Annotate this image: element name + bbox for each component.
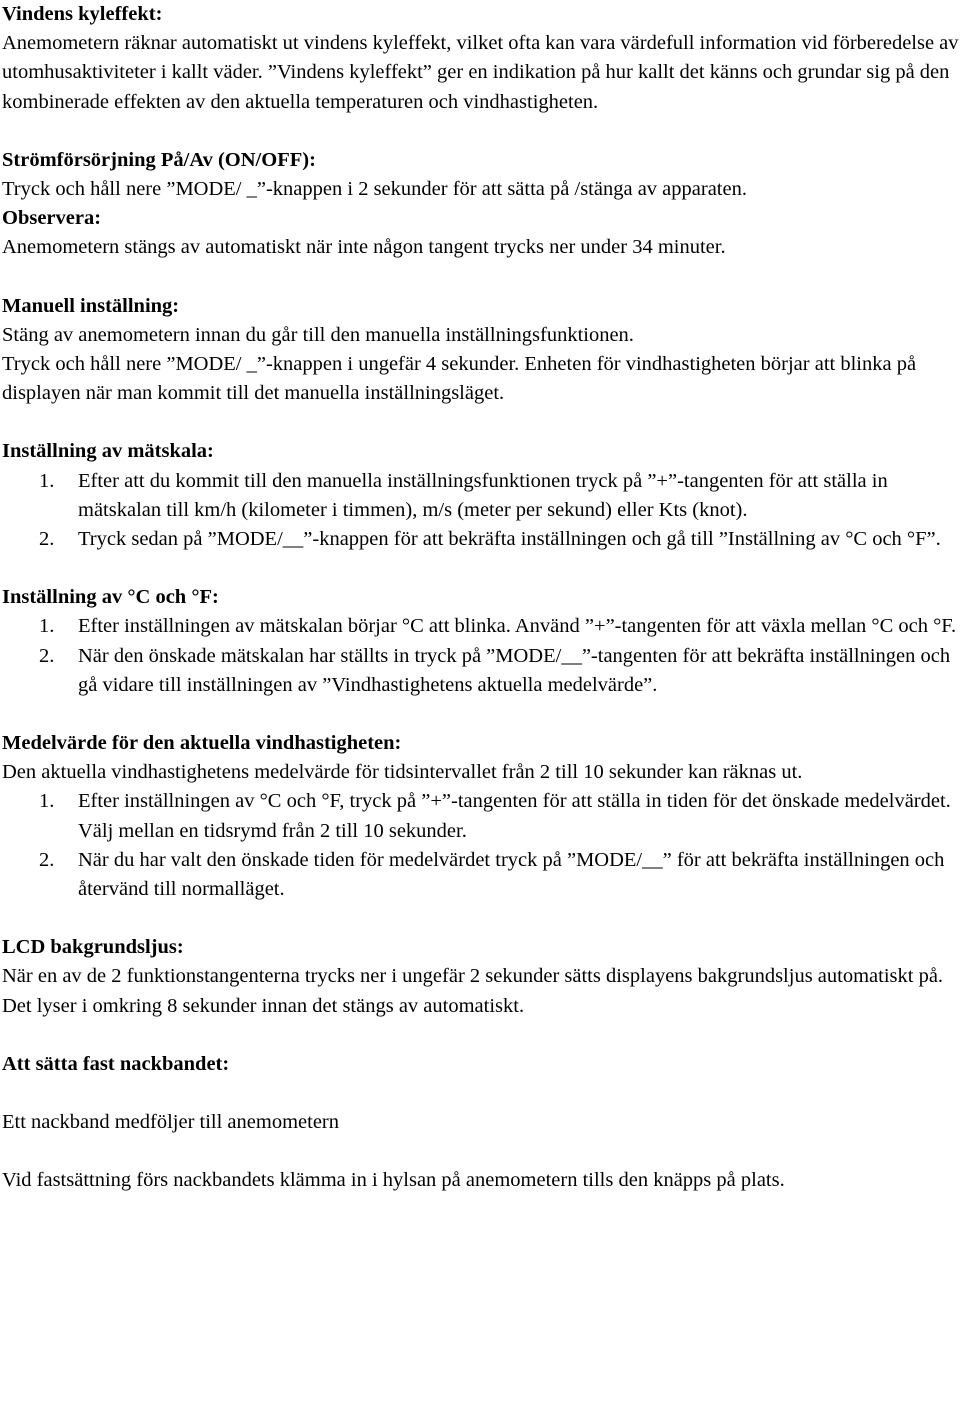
power-note-heading: Observera: <box>2 207 102 230</box>
power-body: Tryck och håll nere ”MODE/ _”-knappen i 2 sekunder för att sätta på /stänga av apparaten. <box>2 178 747 201</box>
step-number: 2. <box>39 644 55 667</box>
average-steps <box>2 787 960 904</box>
backlight-heading: LCD bakgrundsljus: <box>2 936 184 959</box>
step-text: När den önskade mätskalan har ställts in tryck på ”MODE/__”-tangenten för att bekräfta inställningen och gå vidare till inställningen av ”Vindhastighetens aktuella medelvärde”. <box>78 644 951 696</box>
scale-heading: Inställning av mätskala: <box>2 440 214 463</box>
neckband-section <box>2 1050 960 1196</box>
backlight-section <box>2 933 960 1021</box>
wind-chill-section <box>2 0 960 117</box>
temp-heading: Inställning av °C och °F: <box>2 586 219 609</box>
step-number: 1. <box>39 790 55 813</box>
temp-steps <box>2 612 960 700</box>
power-heading: Strömförsörjning På/Av (ON/OFF): <box>2 148 316 171</box>
list-item <box>2 525 960 554</box>
manual-line-2: Tryck och håll nere ”MODE/ _”-knappen i ungefär 4 sekunder. Enheten för vindhastigheten börjar att blinka på displayen när man kommit till det manuella inställningsläget. <box>2 353 917 405</box>
step-text: Tryck sedan på ”MODE/__”-knappen för att bekräfta inställningen och gå till ”Inställning av °C och °F”. <box>78 528 941 551</box>
step-number: 1. <box>39 615 55 638</box>
temp-section <box>2 583 960 700</box>
step-number: 2. <box>39 528 55 551</box>
neckband-line-1: Ett nackband medföljer till anemometern <box>2 1111 339 1134</box>
list-item <box>2 612 960 641</box>
list-item <box>2 846 960 904</box>
step-text: Efter att du kommit till den manuella inställningsfunktionen tryck på ”+”-tangenten för att ställa in mätskalan till km/h (kilometer i timmen), m/s (meter per sekund) eller Kts (knot). <box>78 469 888 521</box>
step-number: 2. <box>39 848 55 871</box>
manual-section <box>2 292 960 409</box>
manual-line-1: Stäng av anemometern innan du går till den manuella inställningsfunktionen. <box>2 323 634 346</box>
average-section <box>2 729 960 904</box>
average-heading: Medelvärde för den aktuella vindhastigheten: <box>2 732 402 755</box>
average-body: Den aktuella vindhastighetens medelvärde för tidsintervallet från 2 till 10 sekunder kan räknas ut. <box>2 761 803 784</box>
step-text: Efter inställningen av mätskalan börjar °C att blinka. Använd ”+”-tangenten för att växla mellan °C och °F. <box>78 615 957 638</box>
list-item <box>2 642 960 700</box>
wind-chill-heading: Vindens kyleffekt: <box>2 3 163 25</box>
step-number: 1. <box>39 469 55 492</box>
manual-heading: Manuell inställning: <box>2 294 180 317</box>
step-text: Efter inställningen av °C och °F, tryck på ”+”-tangenten för att ställa in tiden för det önskade medelvärdet. Välj mellan en tidsrymd från 2 till 10 sekunder. <box>78 790 951 842</box>
power-section <box>2 146 960 263</box>
list-item <box>2 467 960 525</box>
scale-section <box>2 437 960 554</box>
backlight-body: När en av de 2 funktionstangenterna trycks ner i ungefär 2 sekunder sätts displayens bakgrundsljus automatiskt på. Det lyser i omkring 8 sekunder innan det stängs av automatiskt. <box>2 965 944 1017</box>
neckband-line-2: Vid fastsättning förs nackbandets klämma in i hylsan på anemometern tills den knäpps på plats. <box>2 1169 785 1192</box>
power-note-body: Anemometern stängs av automatiskt när inte någon tangent trycks ner under 34 minuter. <box>2 236 726 259</box>
list-item <box>2 787 960 845</box>
neckband-heading: Att sätta fast nackbandet: <box>2 1052 230 1075</box>
step-text: När du har valt den önskade tiden för medelvärdet tryck på ”MODE/__” för att bekräfta inställningen och återvänd till normalläget. <box>78 848 945 901</box>
scale-steps <box>2 467 960 555</box>
wind-chill-body: Anemometern räknar automatiskt ut vindens kyleffekt, vilket ofta kan vara värdefull information vid förberedelse av utomhusaktiviteter i kallt väder. ”Vindens kyleffekt” ger en indikation på hur kallt det känns och grundar sig på den kombinerade effekten av den aktuella temperaturen och vindhastigheten. <box>2 32 959 113</box>
